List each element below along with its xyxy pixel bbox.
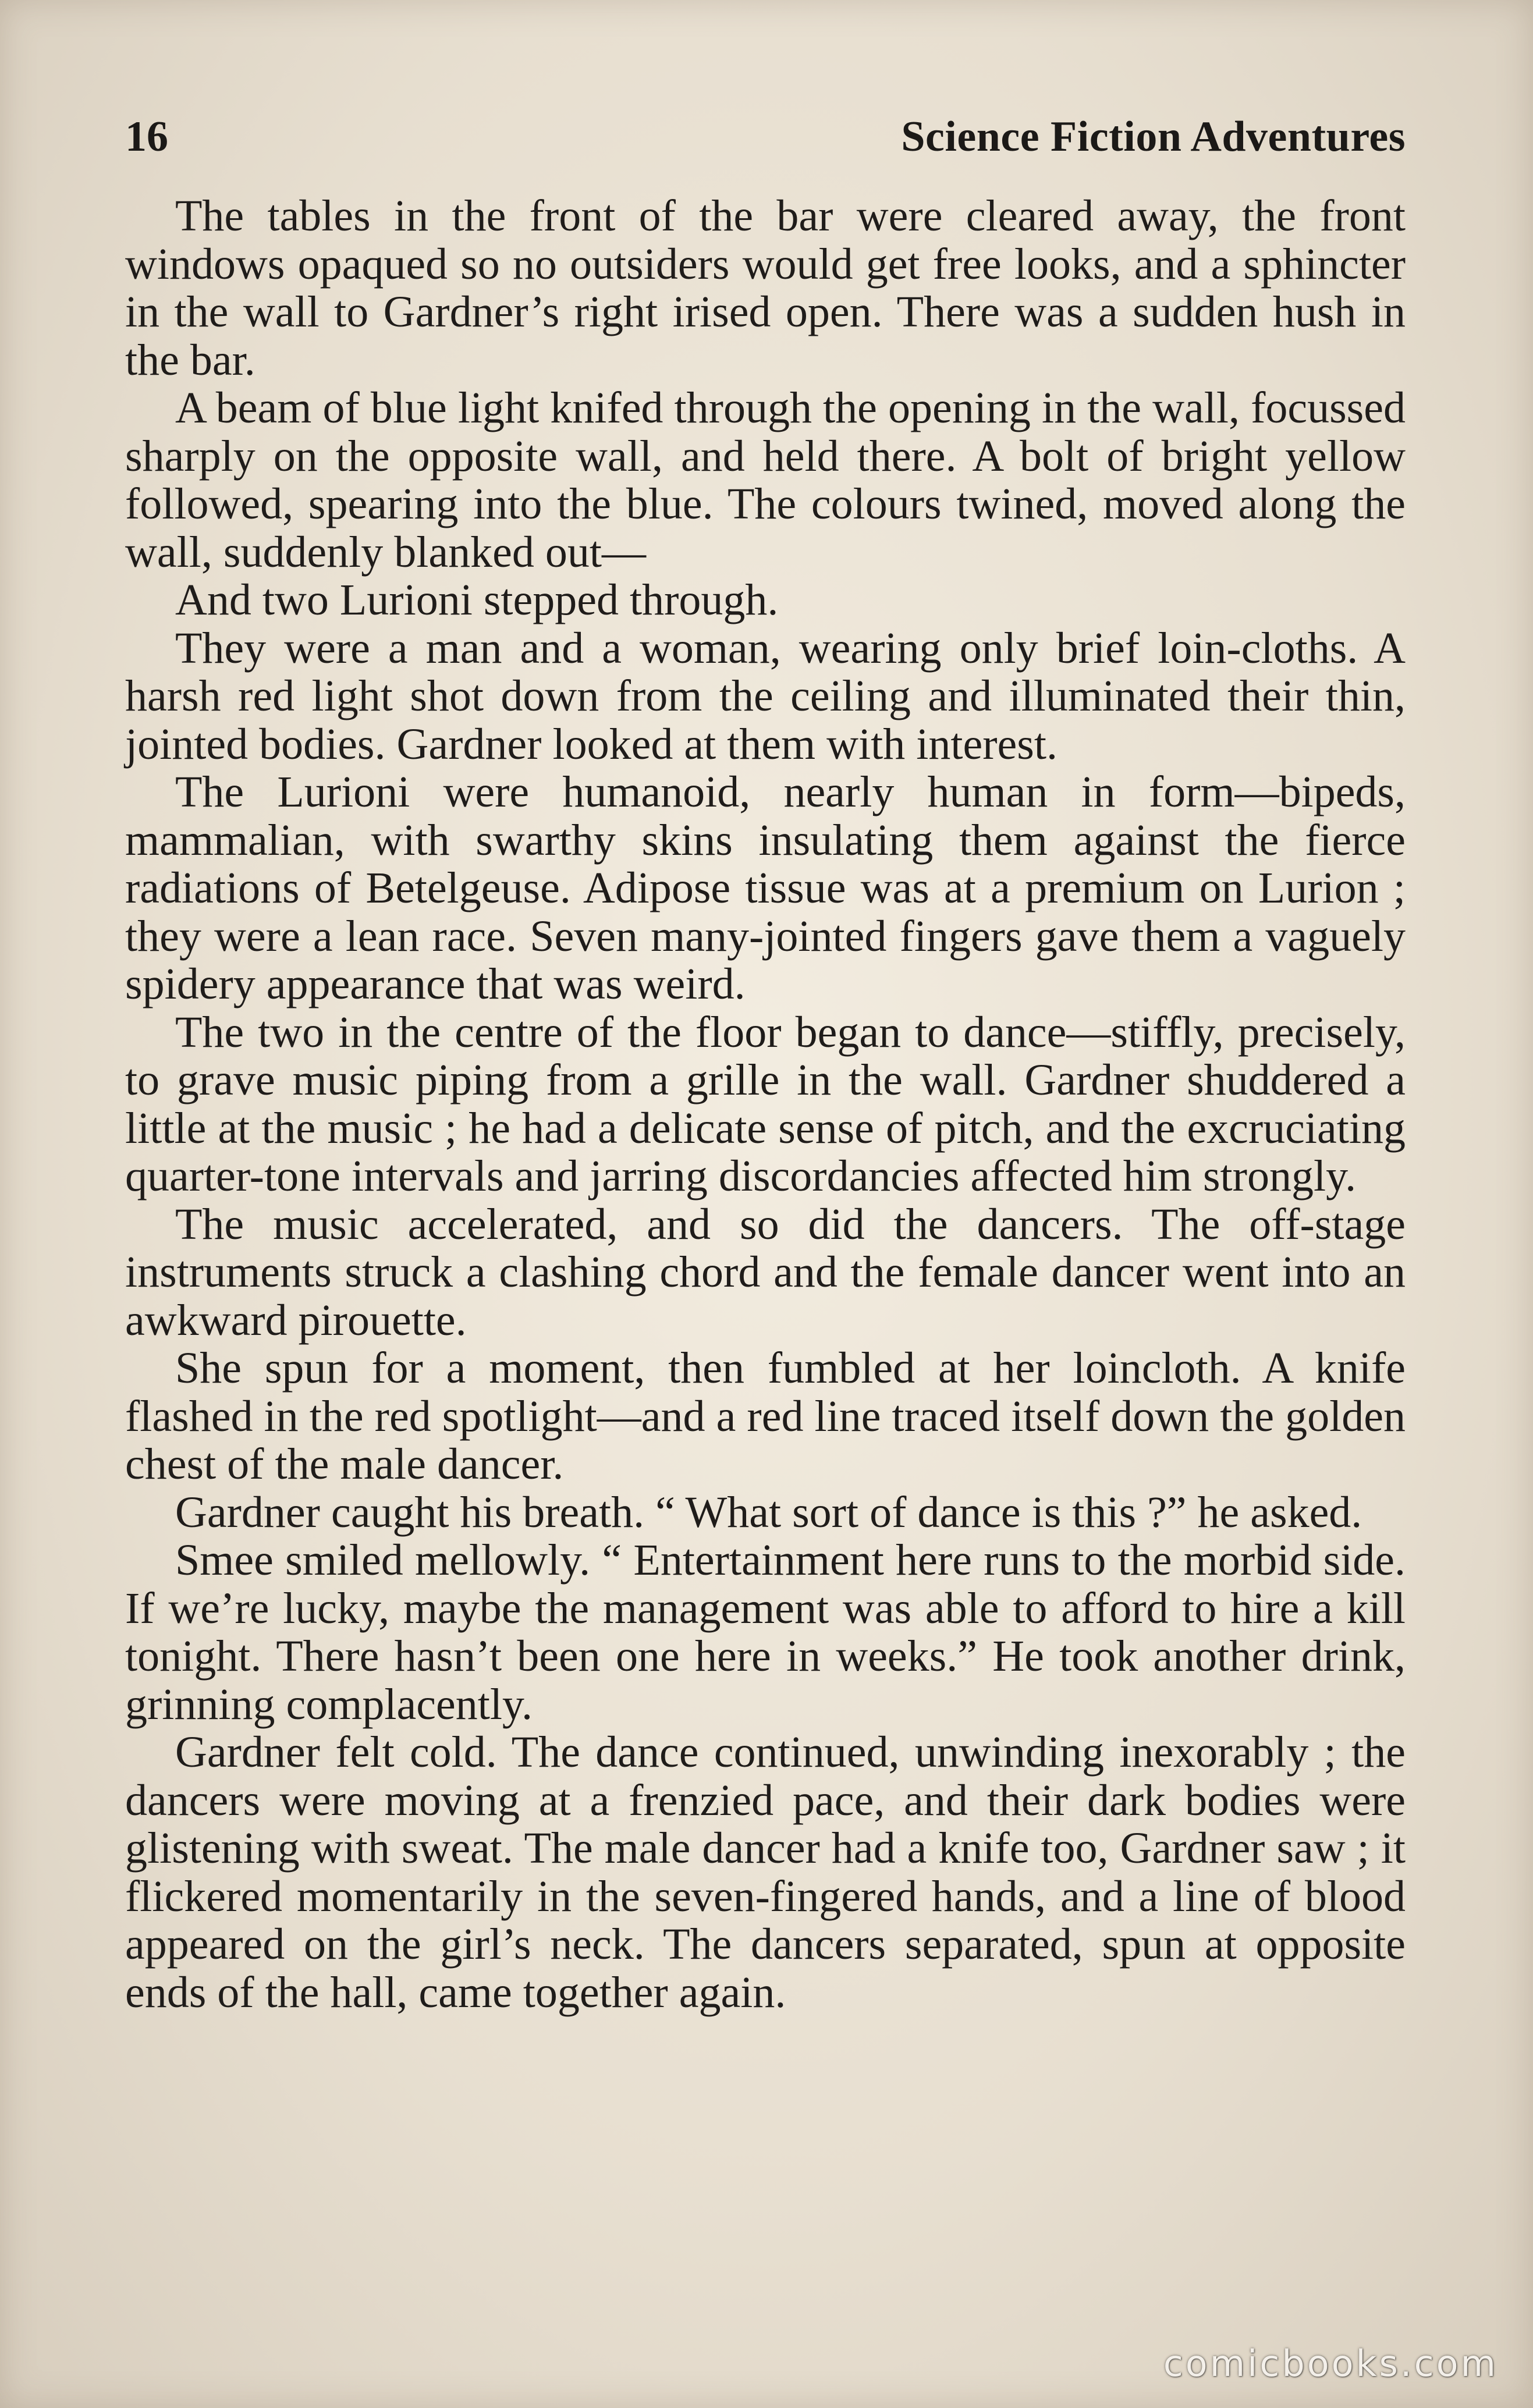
paragraph: The two in the centre of the floor began to dance—stiffly, precisely, to grave music piping from a grille in the wall. Gardner shuddered a little at the music ; he had a delicate sense of pitch, and the excruciating quarter-tone intervals and jarring discordancies affected him strongly. [125,1007,1406,1201]
paragraph: She spun for a moment, then fumbled at her loincloth. A knife flashed in the red spotlight—and a red line traced itself down the golden chest of the male dancer. [125,1344,1406,1489]
paragraph: Gardner caught his breath. “ What sort of dance is this ?” he asked. [175,1487,1362,1537]
paragraph: Smee smiled mellowly. “ Entertainment here runs to the morbid side. If we’re lucky, maybe the management was able to afford to hire a kill tonight. There hasn’t been one here in weeks.” He took another drink, grinning complacently. [125,1536,1406,1729]
paragraph: They were a man and a woman, wearing only brief loin-cloths. A harsh red light shot down from the ceiling and illuminated their thin, jointed bodies. Gardner looked at them with interest. [125,623,1406,769]
page-number: 16 [125,113,168,161]
running-head: Science Fiction Adventures [901,113,1406,161]
paragraph: A beam of blue light knifed through the opening in the wall, focussed sharply on the opposite wall, and held there. A bolt of bright yellow followed, spearing into the blue. The colours twined, moved along the wall, suddenly blanked out— [125,383,1406,577]
body-text [125,192,1406,2016]
page-header [125,105,1406,169]
watermark: comicbooks.com [1163,2342,1498,2385]
paragraph: The Lurioni were humanoid, nearly human in form—bipeds, mammalian, with swarthy skins insulating them against the fierce radiations of Betelgeuse. Adipose tissue was at a premium on Lurion ; they were a lean race. Seven many-jointed fingers gave them a vaguely spidery appearance that was weird. [125,768,1406,1008]
paragraph: And two Lurioni stepped through. [175,576,779,624]
paragraph: The music accelerated, and so did the dancers. The off-stage instruments struck a clashing chord and the female dancer went into an awkward pirouette. [125,1199,1406,1345]
paragraph: Gardner felt cold. The dance continued, unwinding inexorably ; the dancers were moving at a frenzied pace, and their dark bodies were glistening with sweat. The male dancer had a knife too, Gardner saw ; it flickered momentarily in the seven-fingered hands, and a line of blood appeared on the girl’s neck. The dancers separated, spun at opposite ends of the hall, came together again. [125,1728,1406,2017]
paragraph: The tables in the front of the bar were cleared away, the front windows opaqued so no outsiders would get free looks, and a sphincter in the wall to Gardner’s right irised open. There was a sudden hush in the bar. [125,191,1406,385]
